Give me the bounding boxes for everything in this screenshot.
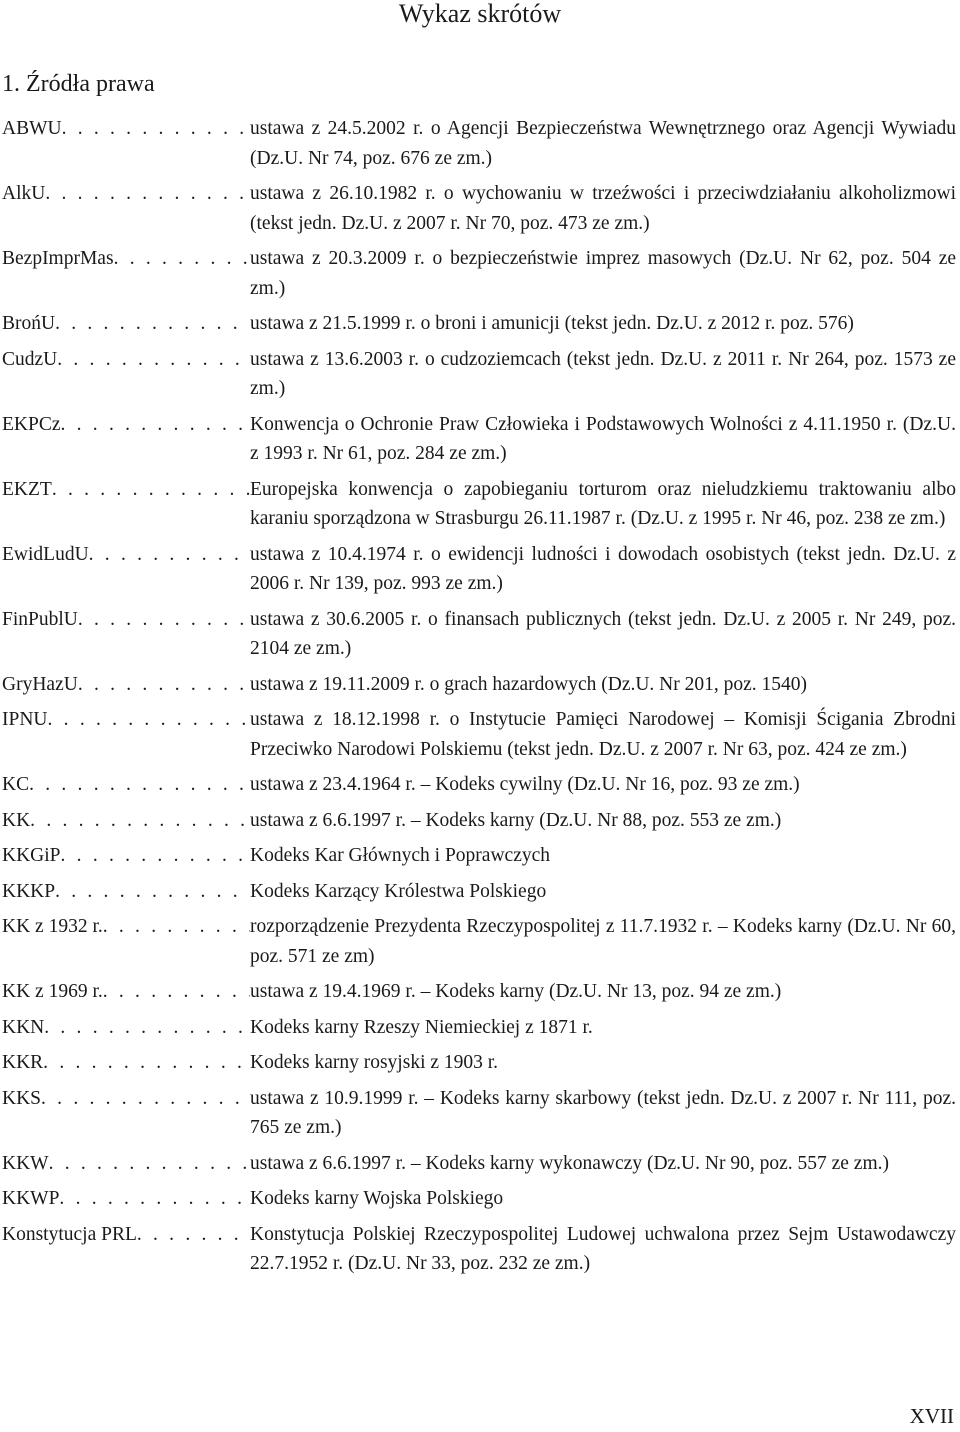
abbreviation-term: ABWU [2, 118, 62, 139]
dot-leader [49, 1149, 250, 1179]
abbreviation-description: ustawa z 19.11.2009 r. o grach hazardowych (Dz.U. Nr 201, poz. 1540) [250, 673, 808, 695]
abbreviation-entry [0, 877, 960, 907]
dot-leader [55, 309, 250, 339]
dot-leader [52, 475, 250, 505]
dot-leader [59, 1184, 250, 1214]
abbreviation-list [0, 114, 960, 1285]
abbreviation-description: ustawa z 30.6.2005 r. o finansach publicznych (tekst jedn. Dz.U. z 2005 r. Nr 249, poz. 2104 ze zm.) [250, 608, 956, 659]
dot-leader [41, 1084, 250, 1114]
abbreviation-term: EKZT [2, 478, 52, 500]
dot-leader [89, 540, 250, 570]
abbreviation-description: Kodeks karny rosyjski z 1903 r. [250, 1052, 499, 1073]
page-title: Wykaz skrótów [398, 0, 562, 28]
abbreviation-term: KKGiP [2, 845, 61, 866]
abbreviation-entry [0, 670, 960, 700]
abbreviation-entry [0, 1149, 960, 1179]
abbreviation-term: IPNU [2, 709, 48, 730]
abbreviation-description: ustawa z 26.10.1982 r. o wychowaniu w trzeźwości i przeciwdziałaniu alkoholizmowi (tekst jedn. Dz.U. z 2007 r. Nr 70, poz. 473 ze zm.) [250, 183, 956, 234]
abbreviation-term: KKKP [2, 880, 56, 902]
dot-leader [55, 877, 250, 907]
abbreviation-term-cell [0, 540, 250, 570]
abbreviation-term-cell [0, 309, 250, 339]
abbreviation-description: Kodeks karny Wojska Polskiego [250, 1188, 504, 1209]
abbreviation-entry [0, 475, 960, 534]
abbreviation-entry [0, 179, 960, 238]
dot-leader [78, 670, 250, 700]
abbreviation-term: KC [2, 774, 30, 795]
abbreviation-entry [0, 309, 960, 339]
abbreviation-term: EKPCz [2, 413, 61, 435]
dot-leader [114, 244, 250, 274]
abbreviation-term-cell [0, 670, 250, 700]
abbreviation-description: ustawa z 24.5.2002 r. o Agencji Bezpieczeństwa Wewnętrznego oraz Agencji Wywiadu (Dz.U. Nr 74, poz. 676 ze zm.) [250, 118, 956, 169]
abbreviation-term: AlkU [2, 183, 46, 204]
abbreviation-description: ustawa z 6.6.1997 r. – Kodeks karny (Dz.U. Nr 88, poz. 553 ze zm.) [250, 809, 782, 831]
abbreviation-term-cell [0, 877, 250, 907]
abbreviation-description: Kodeks karny Rzeszy Niemieckiej z 1871 r. [250, 1016, 593, 1038]
abbreviation-term: Konstytucja PRL [2, 1223, 137, 1245]
dot-leader [78, 605, 250, 635]
section-heading: 1. Źródła prawa [2, 71, 155, 97]
abbreviation-description: Europejska konwencja o zapobieganiu torturom oraz nieludzkiemu traktowaniu albo karaniu sporządzona w Strasburgu 26.11.1987 r. (Dz.U. z 1995 r. Nr 46, poz. 238 ze zm.) [250, 478, 956, 529]
abbreviation-term-cell [0, 179, 250, 209]
abbreviation-term-cell [0, 770, 250, 800]
abbreviation-term: FinPublU [2, 608, 78, 630]
abbreviation-term-cell [0, 1048, 250, 1078]
abbreviation-description: ustawa z 19.4.1969 r. – Kodeks karny (Dz.U. Nr 13, poz. 94 ze zm.) [250, 981, 782, 1002]
abbreviation-description: Konwencja o Ochronie Praw Człowieka i Podstawowych Wolności z 4.11.1950 r. (Dz.U. z 1993 r. Nr 61, poz. 284 ze zm.) [250, 413, 956, 464]
abbreviation-description: ustawa z 23.4.1964 r. – Kodeks cywilny (Dz.U. Nr 16, poz. 93 ze zm.) [250, 774, 800, 795]
abbreviation-term: BrońU [2, 313, 56, 334]
abbreviation-term-cell [0, 705, 250, 735]
abbreviation-entry [0, 1084, 960, 1143]
abbreviation-term-cell [0, 1013, 250, 1043]
abbreviation-description: ustawa z 21.5.1999 r. o broni i amunicji (tekst jedn. Dz.U. z 2012 r. poz. 576) [250, 313, 854, 334]
abbreviation-term: KK z 1932 r. [2, 916, 103, 937]
abbreviation-term: EwidLudU [2, 543, 89, 565]
abbreviation-term-cell [0, 977, 250, 1007]
abbreviation-entry [0, 345, 960, 404]
dot-leader [48, 705, 250, 735]
abbreviation-term-cell [0, 244, 250, 274]
dot-leader [103, 977, 250, 1007]
abbreviation-term: CudzU [2, 348, 58, 370]
abbreviation-term-cell [0, 345, 250, 375]
dot-leader [43, 1048, 250, 1078]
abbreviation-term: KK z 1969 r. [2, 981, 103, 1002]
abbreviation-description: ustawa z 6.6.1997 r. – Kodeks karny wykonawczy (Dz.U. Nr 90, poz. 557 ze zm.) [250, 1152, 889, 1174]
abbreviation-term: KK [2, 809, 31, 831]
abbreviation-description: ustawa z 18.12.1998 r. o Instytucie Pamięci Narodowej – Komisji Ścigania Zbrodni Przeciwko Narodowi Polskiemu (tekst jedn. Dz.U. z 2007 r. Nr 63, poz. 424 ze zm.) [250, 709, 956, 760]
abbreviation-entry [0, 705, 960, 764]
abbreviation-entry [0, 410, 960, 469]
dot-leader [29, 770, 250, 800]
abbreviation-description: Kodeks Karzący Królestwa Polskiego [250, 880, 547, 902]
abbreviation-term-cell [0, 912, 250, 942]
abbreviation-term-cell [0, 410, 250, 440]
abbreviation-entry [0, 244, 960, 303]
abbreviation-term: KKR [2, 1052, 44, 1073]
abbreviation-term-cell [0, 1220, 250, 1250]
abbreviation-term: BezpImprMas [2, 248, 114, 269]
abbreviation-description: Konstytucja Polskiej Rzeczypospolitej Ludowej uchwalona przez Sejm Ustawodawczy 22.7.1952 r. (Dz.U. Nr 33, poz. 232 ze zm.) [250, 1223, 956, 1274]
abbreviation-entry [0, 605, 960, 664]
abbreviation-description: ustawa z 10.9.1999 r. – Kodeks karny skarbowy (tekst jedn. Dz.U. z 2007 r. Nr 111, poz. 765 ze zm.) [250, 1087, 956, 1138]
dot-leader [103, 912, 250, 942]
dot-leader [57, 345, 250, 375]
abbreviation-entry [0, 1184, 960, 1214]
abbreviation-entry [0, 806, 960, 836]
abbreviation-term-cell [0, 605, 250, 635]
dot-leader [61, 410, 251, 440]
abbreviation-description: ustawa z 20.3.2009 r. o bezpieczeństwie imprez masowych (Dz.U. Nr 62, poz. 504 ze zm.) [250, 248, 956, 299]
abbreviation-entry [0, 540, 960, 599]
abbreviation-entry [0, 770, 960, 800]
abbreviation-entry [0, 1013, 960, 1043]
abbreviation-term: KKWP [2, 1188, 60, 1209]
dot-leader [62, 114, 250, 144]
abbreviation-description: rozporządzenie Prezydenta Rzeczypospolitej z 11.7.1932 r. – Kodeks karny (Dz.U. Nr 60, poz. 571 ze zm) [250, 916, 956, 967]
dot-leader [30, 806, 250, 836]
abbreviation-description: ustawa z 13.6.2003 r. o cudzoziemcach (tekst jedn. Dz.U. z 2011 r. Nr 264, poz. 1573 ze zm.) [250, 348, 956, 399]
page-number: XVII [909, 1404, 954, 1428]
abbreviation-entry [0, 912, 960, 971]
abbreviation-entry [0, 841, 960, 871]
abbreviation-entry [0, 1048, 960, 1078]
abbreviation-description: Kodeks Kar Głównych i Poprawczych [250, 845, 551, 866]
abbreviation-term-cell [0, 1084, 250, 1114]
dot-leader [61, 841, 250, 871]
abbreviation-entry [0, 977, 960, 1007]
abbreviation-term: KKW [2, 1152, 49, 1174]
abbreviation-term: KKN [2, 1016, 45, 1038]
dot-leader [137, 1220, 250, 1250]
abbreviation-term: GryHazU [2, 673, 78, 695]
abbreviation-entry [0, 1220, 960, 1279]
abbreviation-term-cell [0, 114, 250, 144]
abbreviation-term: KKS [2, 1087, 42, 1109]
dot-leader [45, 179, 250, 209]
abbreviation-term-cell [0, 475, 250, 505]
dot-leader [44, 1013, 250, 1043]
abbreviation-term-cell [0, 841, 250, 871]
abbreviation-entry [0, 114, 960, 173]
abbreviation-term-cell [0, 1184, 250, 1214]
abbreviation-description: ustawa z 10.4.1974 r. o ewidencji ludności i dowodach osobistych (tekst jedn. Dz.U. z 2006 r. Nr 139, poz. 993 ze zm.) [250, 543, 956, 594]
abbreviation-term-cell [0, 806, 250, 836]
abbreviation-term-cell [0, 1149, 250, 1179]
